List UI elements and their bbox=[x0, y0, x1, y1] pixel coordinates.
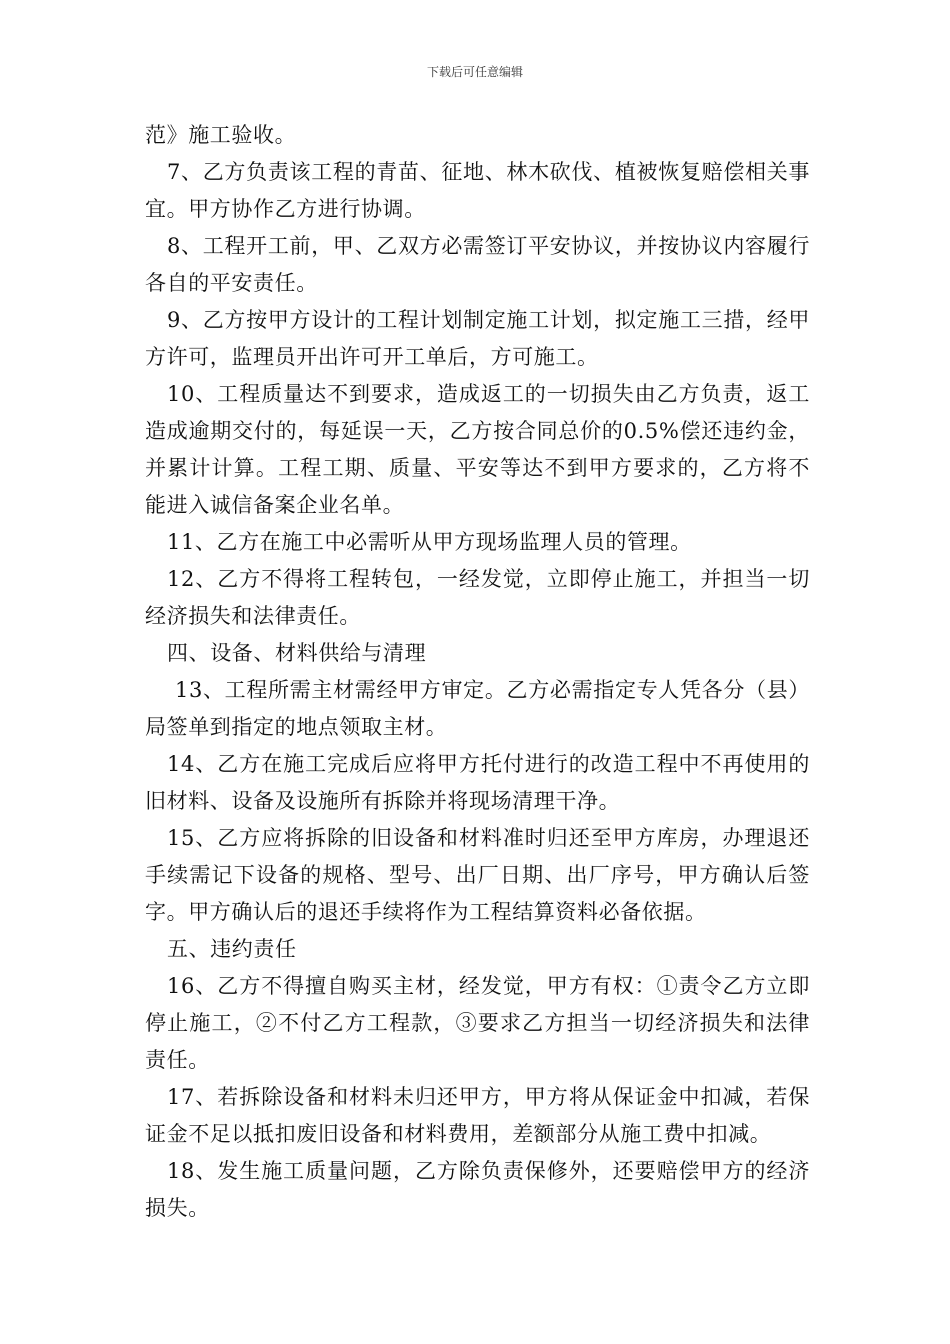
clause-15: 15、乙方应将拆除的旧设备和材料准时归还至甲方库房，办理退还手续需记下设备的规格、型号、出厂日期、出厂序号，甲方确认后签字。甲方确认后的退还手续将作为工程结算资料必备依据。 bbox=[145, 826, 810, 924]
document-body bbox=[145, 117, 810, 1227]
clause-13: 13、工程所需主材需经甲方审定。乙方必需指定专人凭各分（县）局签单到指定的地点领取主材。 bbox=[145, 678, 810, 739]
clause-11: 11、乙方在施工中必需听从甲方现场监理人员的管理。 bbox=[167, 530, 692, 554]
clause-9: 9、乙方按甲方设计的工程计划制定施工计划，拟定施工三措，经甲方许可，监理员开出许可开工单后，方可施工。 bbox=[145, 308, 810, 369]
page-header: 下载后可任意编辑 bbox=[426, 65, 523, 79]
clause-7: 7、乙方负责该工程的青苗、征地、林木砍伐、植被恢复赔偿相关事宜。甲方协作乙方进行协调。 bbox=[145, 160, 810, 221]
clause-16: 16、乙方不得擅自购买主材，经发觉，甲方有权：①责令乙方立即停止施工，②不付乙方工程款，③要求乙方担当一切经济损失和法律责任。 bbox=[145, 974, 810, 1072]
paragraph-continuation: 范》施工验收。 bbox=[145, 123, 297, 147]
clause-10: 10、工程质量达不到要求，造成返工的一切损失由乙方负责，返工造成逾期交付的，每延误一天，乙方按合同总价的0.5%偿还违约金，并累计计算。工程工期、质量、平安等达不到甲方要求的，乙方将不能进入诚信备案企业名单。 bbox=[145, 382, 810, 517]
clause-8: 8、工程开工前，甲、乙双方必需签订平安协议，并按协议内容履行各自的平安责任。 bbox=[145, 234, 810, 295]
section-heading-5: 五、违约责任 bbox=[167, 937, 297, 961]
clause-17: 17、若拆除设备和材料未归还甲方，甲方将从保证金中扣减，若保证金不足以抵扣废旧设备和材料费用，差额部分从施工费中扣减。 bbox=[145, 1085, 810, 1146]
clause-18: 18、发生施工质量问题，乙方除负责保修外，还要赔偿甲方的经济损失。 bbox=[145, 1159, 810, 1220]
section-heading-4: 四、设备、材料供给与清理 bbox=[167, 641, 427, 665]
clause-14: 14、乙方在施工完成后应将甲方托付进行的改造工程中不再使用的旧材料、设备及设施所有拆除并将现场清理干净。 bbox=[145, 752, 810, 813]
clause-12: 12、乙方不得将工程转包，一经发觉，立即停止施工，并担当一切经济损失和法律责任。 bbox=[145, 567, 810, 628]
